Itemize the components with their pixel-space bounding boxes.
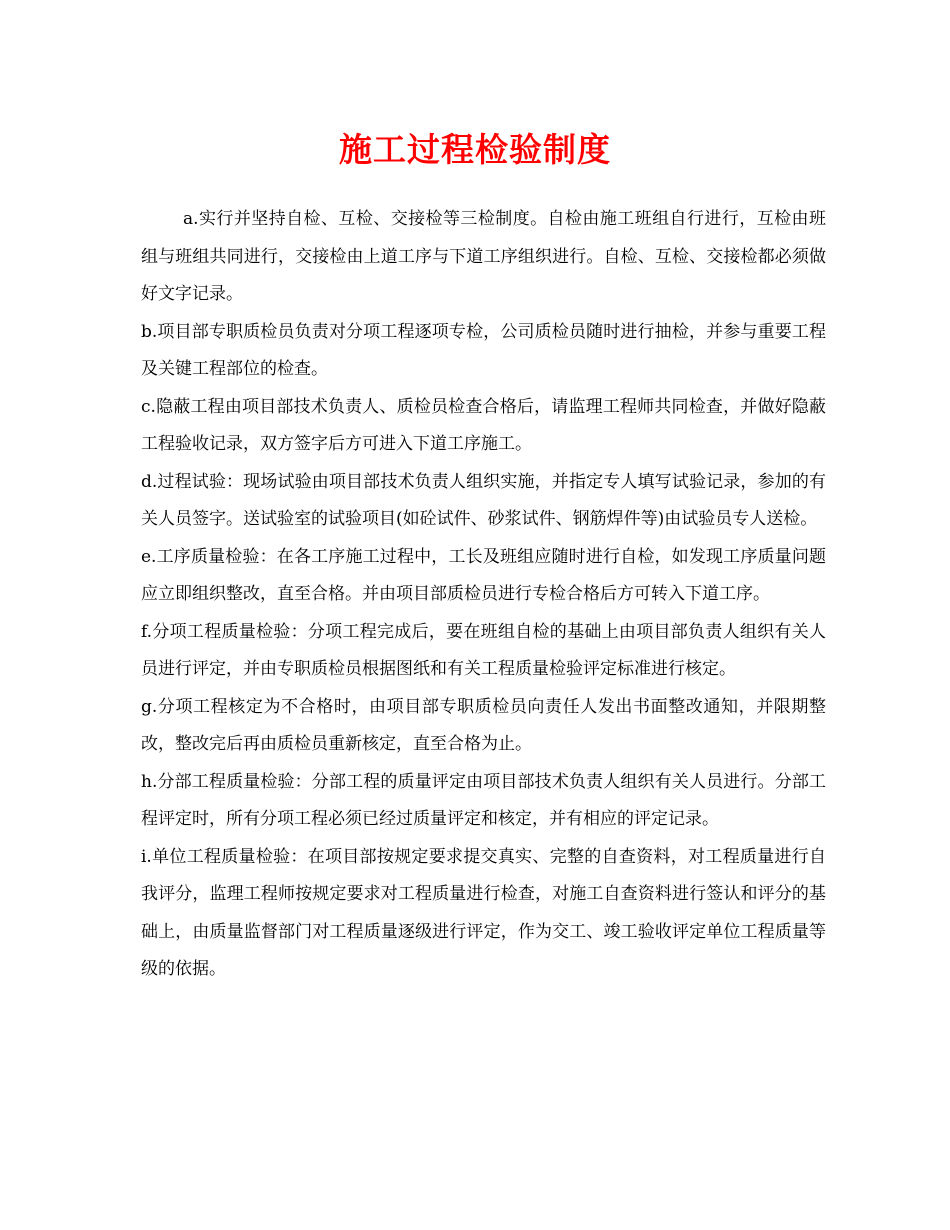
paragraph-e: e.工序质量检验：在各工序施工过程中，工长及班组应随时进行自检，如发现工序质量问题应立即组织整改，直至合格。并由项目部质检员进行专检合格后方可转入下道工序。 bbox=[141, 546, 826, 604]
paragraph-f: f.分项工程质量检验：分项工程完成后，要在班组自检的基础上由项目部负责人组织有关人员进行评定，并由专职质检员根据图纸和有关工程质量检验评定标准进行核定。 bbox=[141, 621, 826, 679]
paragraph-b: b.项目部专职质检员负责对分项工程逐项专检，公司质检员随时进行抽检，并参与重要工程及关键工程部位的检查。 bbox=[141, 321, 826, 379]
document-title: 施工过程检验制度 bbox=[339, 130, 611, 169]
paragraph-g: g.分项工程核定为不合格时，由项目部专职质检员向责任人发出书面整改通知，并限期整改，整改完后再由质检员重新核定，直至合格为止。 bbox=[141, 696, 826, 754]
paragraph-c: c.隐蔽工程由项目部技术负责人、质检员检查合格后，请监理工程师共同检查，并做好隐蔽工程验收记录，双方签字后方可进入下道工序施工。 bbox=[141, 396, 826, 454]
paragraph-i: i.单位工程质量检验：在项目部按规定要求提交真实、完整的自查资料，对工程质量进行自我评分，监理工程师按规定要求对工程质量进行检查，对施工自查资料进行签认和评分的基础上，由质量监督部门对工程质量逐级进行评定，作为交工、竣工验收评定单位工程质量等级的依据。 bbox=[141, 846, 826, 979]
paragraph-d: d.过程试验：现场试验由项目部技术负责人组织实施，并指定专人填写试验记录，参加的有关人员签字。送试验室的试验项目(如砼试件、砂浆试件、钢筋焊件等)由试验员专人送检。 bbox=[141, 471, 826, 529]
paragraph-h: h.分部工程质量检验：分部工程的质量评定由项目部技术负责人组织有关人员进行。分部工程评定时，所有分项工程必须已经过质量评定和核定，并有相应的评定记录。 bbox=[141, 771, 826, 829]
paragraph-a: a.实行并坚持自检、互检、交接检等三检制度。自检由施工班组自行进行，互检由班组与班组共同进行，交接检由上道工序与下道工序组织进行。自检、互检、交接检都必须做好文字记录。 bbox=[141, 209, 826, 304]
document-body bbox=[141, 201, 826, 989]
